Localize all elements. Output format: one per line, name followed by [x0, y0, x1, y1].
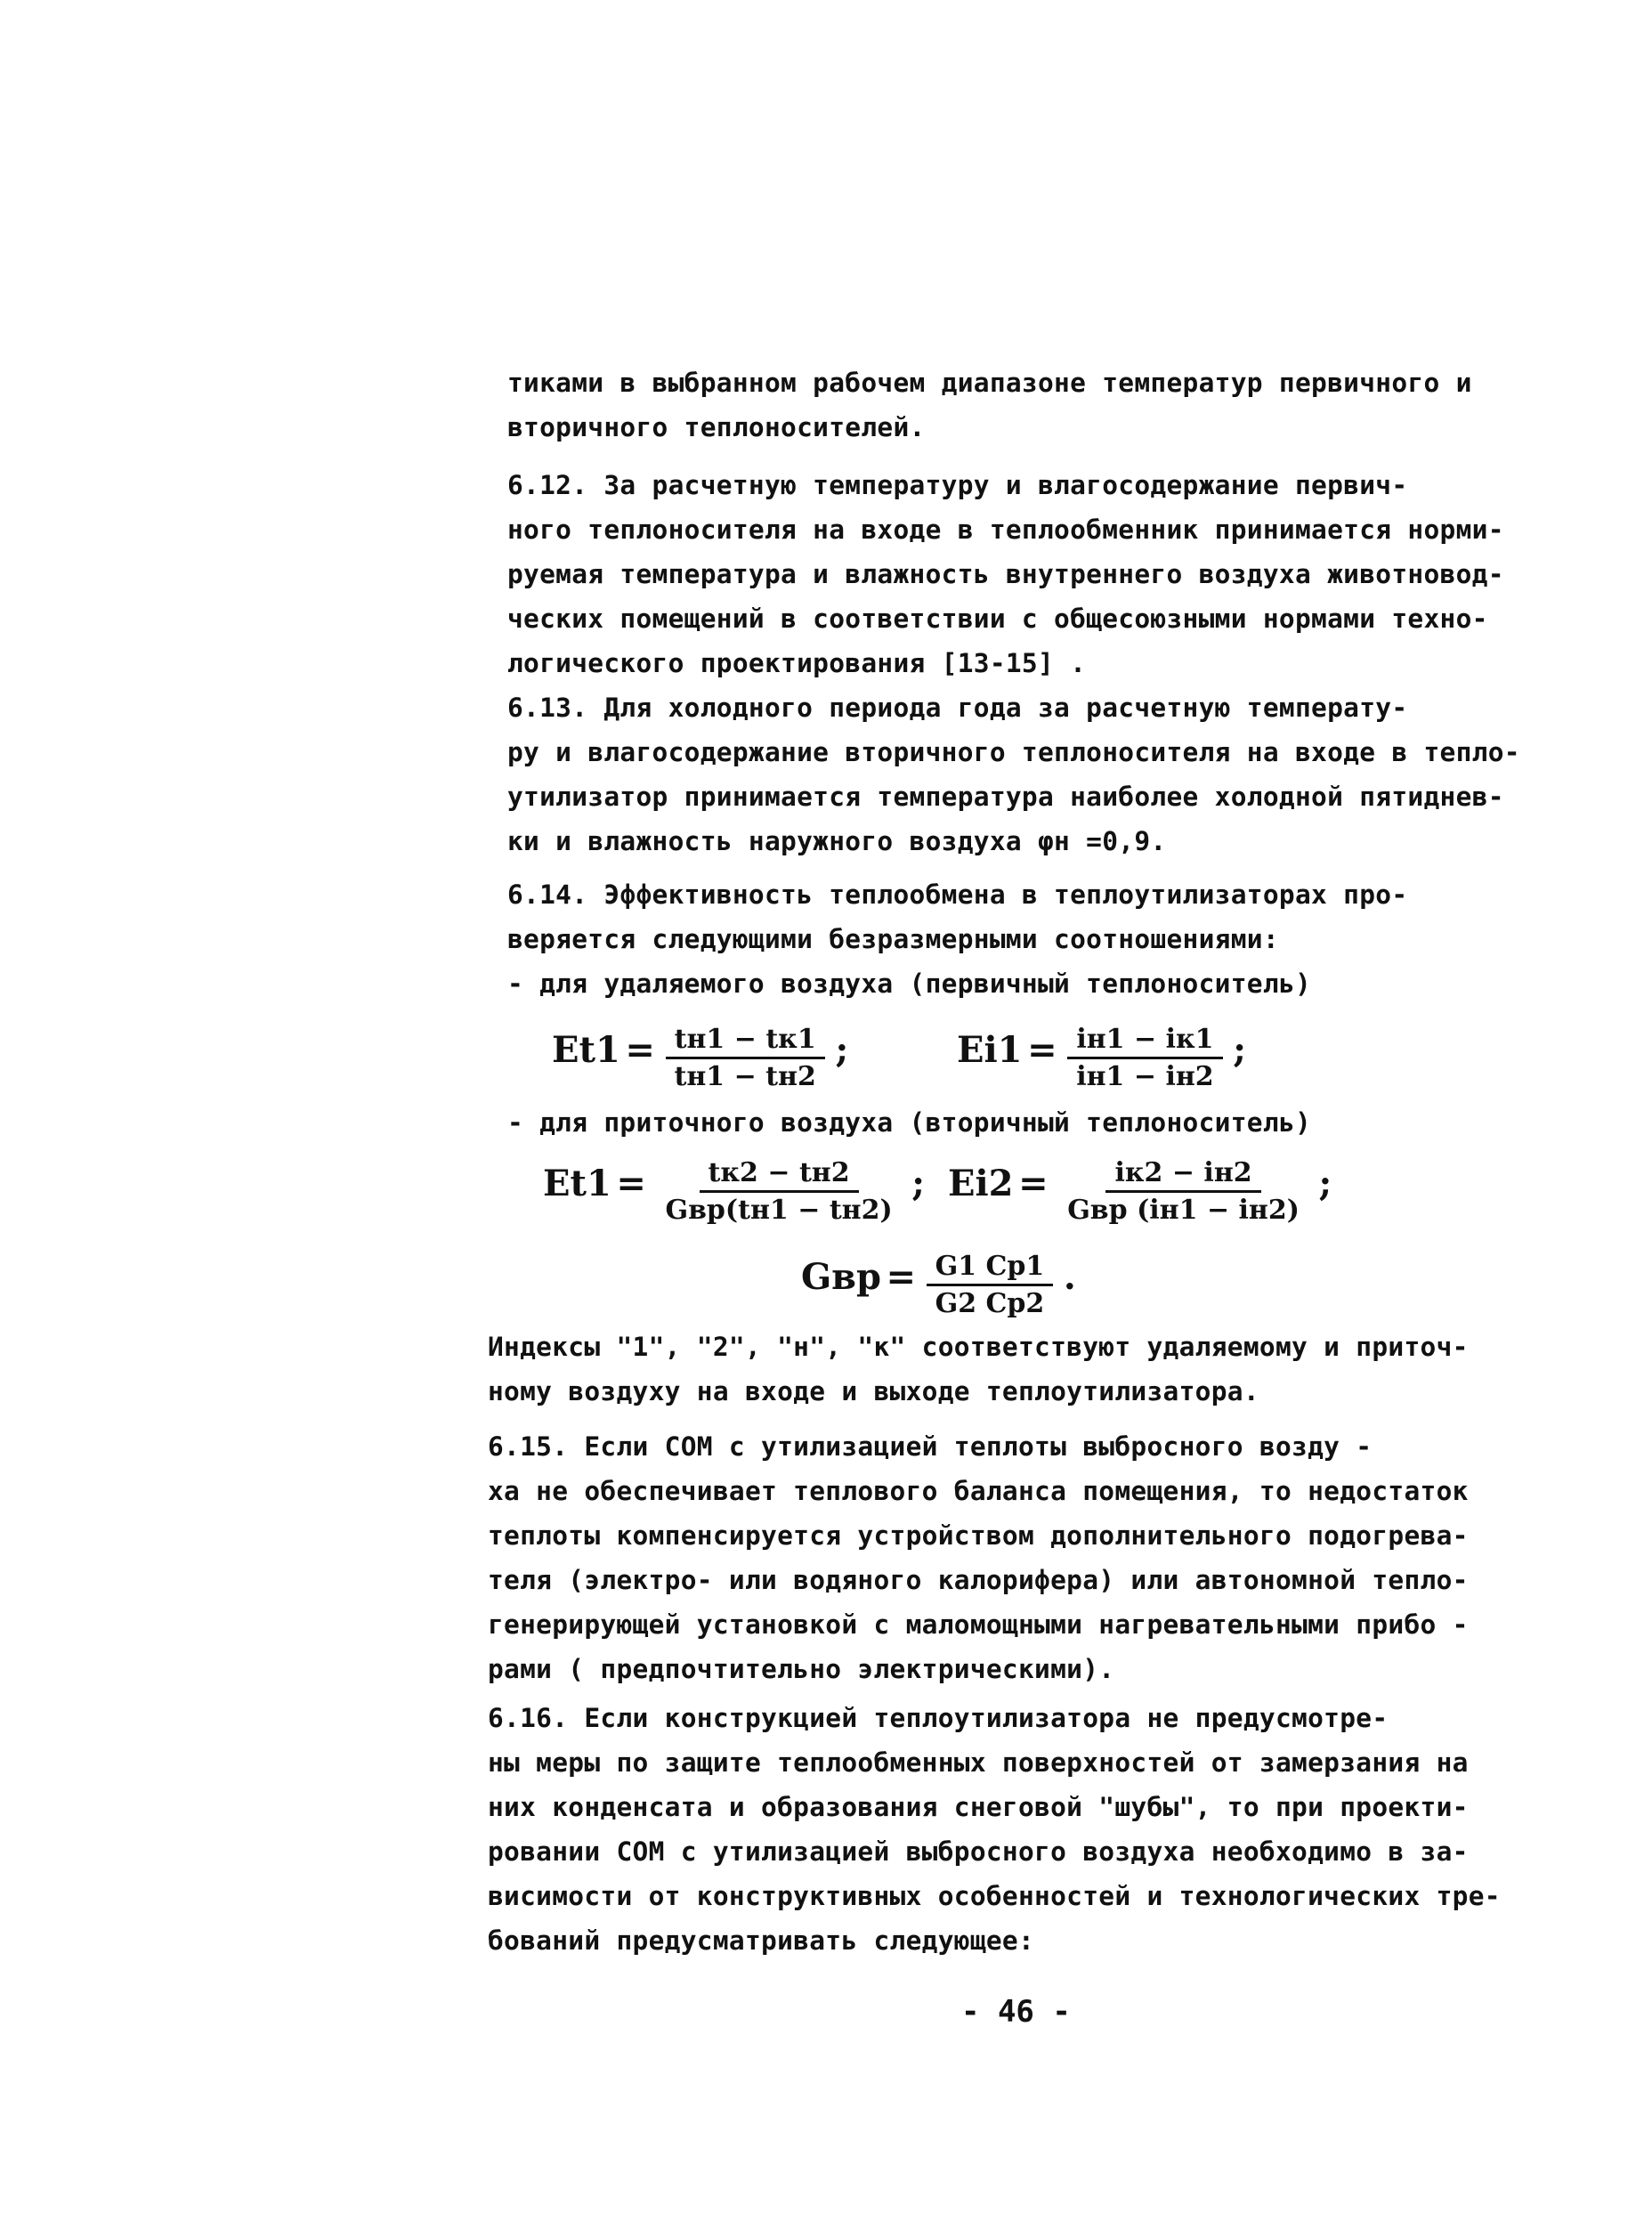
paragraph-6-13 — [507, 685, 1549, 863]
text-line: ческих помещений в соответствии с общесоюзными нормами техно- — [507, 604, 1488, 634]
text-line: них конденсата и образования снеговой "шубы", то при проекти- — [488, 1792, 1469, 1822]
text-line: ного теплоносителя на входе в теплообменник принимается норми- — [507, 515, 1504, 545]
text-line: бований предусматривать следующее: — [488, 1925, 1035, 1956]
text-line: 6.16. Если конструкцией теплоутилизатора не предусмотре- — [488, 1703, 1389, 1733]
formula-lhs: Gвр — [801, 1256, 881, 1298]
text-line: ному воздуху на входе и выходе теплоутилизатора. — [488, 1376, 1259, 1406]
formula-efficiency-temp-secondary: Et1 = $\frac{tк2 - tн2}{\text{Gвр(tн1 − tн2)}}$ ; — [543, 1157, 926, 1226]
text-line: рами ( предпочтительно электрическими). — [488, 1654, 1115, 1684]
text-line: ровании СОМ с утилизацией выбросного воздуха необходимо в за- — [488, 1836, 1469, 1867]
text-line: - для удаляемого воздуха (первичный теплоноситель) — [507, 969, 1312, 999]
text-line: ки и влажность наружного воздуха φн =0,9. — [507, 826, 1167, 856]
formula-numerator: tн1 − tк1 — [666, 1024, 825, 1059]
text-line: веряется следующими безразмерными соотношениями: — [507, 924, 1279, 954]
paragraph-continuation — [507, 361, 1549, 450]
text-line: теля (электро- или водяного калорифера) или автономной тепло- — [488, 1565, 1469, 1595]
formula-efficiency-enthalpy-secondary: Ei2 = $\frac{iк2 - iн2}{\text{Gвр (iн1 − iн2)}}$ ; — [948, 1157, 1332, 1226]
formula-denominator: G2 Cp2 — [935, 1288, 1045, 1319]
text-line: висимости от конструктивных особенностей и технологических тре- — [488, 1881, 1501, 1911]
paragraph-6-15 — [488, 1424, 1529, 1691]
formula-lhs: Et1 — [552, 1029, 620, 1071]
paragraph-6-12 — [507, 463, 1549, 685]
formula-lhs: Ei2 — [948, 1163, 1014, 1204]
formula-numerator: iн1 − iк1 — [1067, 1024, 1222, 1059]
paragraph-6-14-secondary — [507, 1100, 1549, 1145]
text-line: утилизатор принимается температура наиболее холодной пятиднев- — [507, 782, 1504, 812]
text-line: 6.13. Для холодного периода года за расчетную температу- — [507, 693, 1408, 723]
text-line: ру и влагосодержание вторичного теплоносителя на входе в тепло- — [507, 737, 1520, 767]
paragraph-6-14 — [507, 872, 1549, 1006]
formula-efficiency-enthalpy-primary: Ei1 = $\frac{iн1 - iк1}{iн1 - iн2}$ ; — [957, 1024, 1247, 1092]
text-line: ны меры по защите теплообменных поверхностей от замерзания на — [488, 1747, 1469, 1778]
text-line: ха не обеспечивает теплового баланса помещения, то недостаток — [488, 1476, 1469, 1506]
text-line: тиками в выбранном рабочем диапазоне температур первичного и — [507, 368, 1472, 398]
text-line: руемая температура и влажность внутреннего воздуха животновод- — [507, 559, 1504, 589]
text-line: теплоты компенсируется устройством дополнительного подогрева- — [488, 1520, 1469, 1551]
text-line: 6.15. Если СОМ с утилизацией теплоты выбросного возду - — [488, 1431, 1373, 1462]
formula-numerator: tк2 − tн2 — [700, 1157, 859, 1193]
formula-lhs: Et1 — [543, 1163, 611, 1204]
text-line: вторичного теплоносителей. — [507, 412, 926, 442]
text-line: генерирующей установкой с маломощными нагревательными прибо - — [488, 1609, 1469, 1640]
text-line: Индексы "1", "2", "н", "к" соответствуют удаляемому и приточ- — [488, 1332, 1469, 1362]
paragraph-6-16 — [488, 1696, 1529, 1963]
text-line: - для приточного воздуха (вторичный теплоноситель) — [507, 1107, 1312, 1138]
text-line: 6.12. За расчетную температуру и влагосодержание первич- — [507, 470, 1408, 500]
paragraph-indices — [488, 1325, 1529, 1414]
text-line: логического проектирования [13-15] . — [507, 648, 1087, 678]
formula-denominator: Gвр (iн1 − iн2) — [1067, 1195, 1300, 1226]
formula-denominator: tн1 − tн2 — [674, 1061, 816, 1092]
formula-water-equivalent-ratio: Gвр = $\frac{G1 Cp1}{G2 Cp2}$ . — [801, 1251, 1076, 1319]
text-line: 6.14. Эффективность теплообмена в теплоутилизаторах про- — [507, 879, 1408, 910]
formula-efficiency-temp-primary: Et1 = $\frac{tн1 - tк1}{tн1 - tн2}$ ; — [552, 1024, 849, 1092]
formula-denominator: iн1 − iн2 — [1076, 1061, 1214, 1092]
page-number: - 46 - — [961, 1994, 1071, 2030]
formula-numerator: G1 Cp1 — [927, 1251, 1054, 1286]
formula-denominator: Gвр(tн1 − tн2) — [665, 1195, 893, 1226]
formula-lhs: Ei1 — [957, 1029, 1023, 1071]
formula-numerator: iк2 − iн2 — [1105, 1157, 1260, 1193]
